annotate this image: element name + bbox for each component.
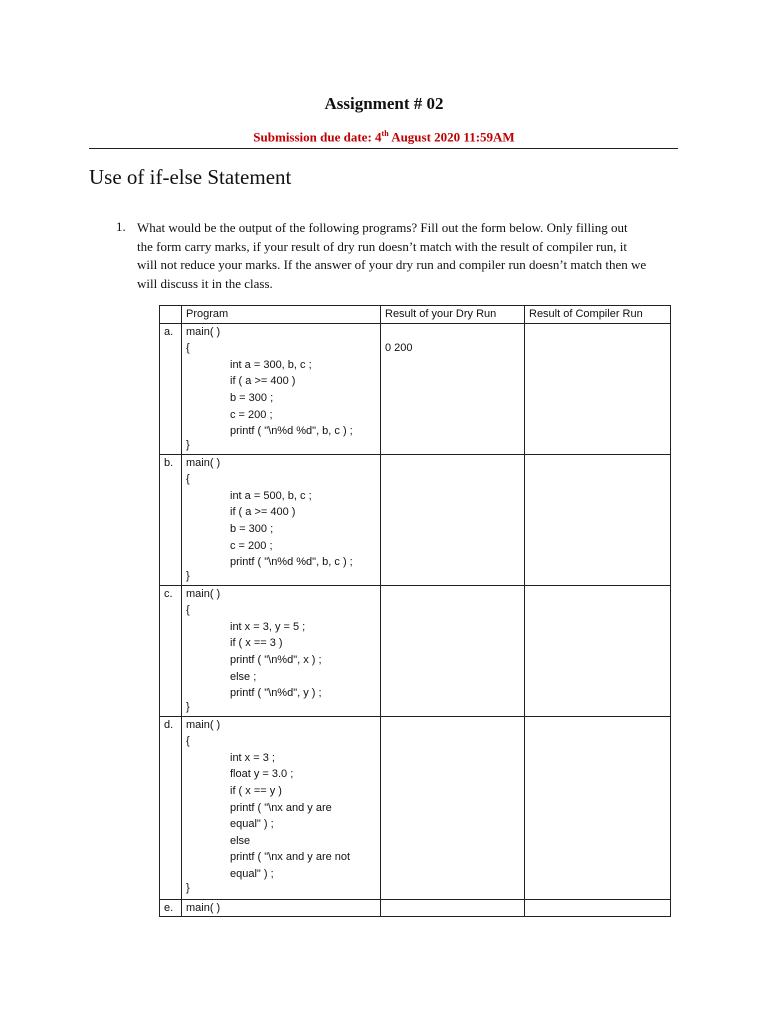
code-line: else ;: [230, 670, 257, 683]
table-row: [160, 323, 671, 454]
header-label-cell: [160, 306, 182, 324]
compiler-run-answer-cell[interactable]: [525, 899, 671, 917]
answer-form-table: [159, 305, 671, 917]
dry-run-answer-cell[interactable]: [381, 899, 525, 917]
code-line: float y = 3.0 ;: [230, 768, 294, 781]
code-line: main( ): [186, 325, 221, 338]
header-program: Program: [182, 306, 381, 324]
question-text: [137, 219, 682, 293]
row-label: d.: [160, 716, 182, 899]
code-line: if ( a >= 400 ): [230, 375, 296, 388]
code-line: {: [186, 735, 190, 748]
code-line: if ( x == y ): [230, 784, 282, 797]
assignment-title: Assignment # 02: [324, 94, 444, 113]
due-superscript: th: [381, 129, 389, 138]
compiler-run-answer-cell[interactable]: [525, 323, 671, 454]
dry-run-answer-cell[interactable]: [381, 585, 525, 716]
due-suffix: August 2020 11:59AM: [388, 129, 515, 145]
header-rule: [89, 148, 678, 149]
compiler-run-answer-cell[interactable]: [525, 716, 671, 899]
code-line: int x = 3, y = 5 ;: [230, 620, 306, 633]
program-code-cell: [182, 323, 381, 454]
code-line: printf ( "\n%d", y ) ;: [230, 687, 322, 700]
code-line: c = 200 ;: [230, 539, 273, 552]
code-line: }: [186, 569, 190, 582]
code-line: printf ( "\nx and y are not: [230, 851, 351, 864]
code-line: }: [186, 881, 190, 894]
code-line: main( ): [186, 901, 221, 914]
due-prefix: Submission due date: 4: [253, 129, 382, 145]
section-heading: Use of if-else Statement: [89, 165, 292, 189]
question-number: 1.: [116, 219, 126, 234]
code-line: printf ( "\n%d", x ) ;: [230, 653, 322, 666]
code-line: b = 300 ;: [230, 391, 274, 404]
compiler-run-answer-cell[interactable]: [525, 454, 671, 585]
code-line: main( ): [186, 456, 221, 469]
question-line: What would be the output of the following programs? Fill out the form below. Only filling out: [137, 220, 628, 235]
header-dry-run: Result of your Dry Run: [381, 306, 525, 324]
question-line: the form carry marks, if your result of dry run doesn’t match with the result of compiler run, it: [137, 238, 628, 254]
dry-run-answer: 0 200: [385, 341, 413, 354]
row-label: b.: [160, 454, 182, 585]
code-line: printf ( "\n%d %d", b, c ) ;: [230, 556, 353, 569]
row-label: a.: [160, 323, 182, 454]
header-compiler-run: Result of Compiler Run: [525, 306, 671, 324]
code-line: if ( a >= 400 ): [230, 506, 296, 519]
submission-due-date: [0, 129, 768, 145]
program-code-cell: [182, 899, 381, 917]
table-row: [160, 454, 671, 585]
program-code-cell: [182, 716, 381, 899]
code-line: printf ( "\nx and y are: [230, 801, 332, 814]
row-label: c.: [160, 585, 182, 716]
question-line: will discuss it in the class.: [137, 275, 273, 291]
code-line: if ( x == 3 ): [230, 637, 283, 650]
code-line: }: [186, 438, 190, 451]
answer-form-body: [160, 306, 671, 917]
program-code-cell: [182, 585, 381, 716]
code-line: equal" ) ;: [230, 867, 274, 880]
program-code-cell: [182, 454, 381, 585]
code-line: int x = 3 ;: [230, 751, 275, 764]
code-line: int a = 300, b, c ;: [230, 358, 312, 371]
code-line: {: [186, 473, 190, 486]
table-row: [160, 585, 671, 716]
compiler-run-answer-cell[interactable]: [525, 585, 671, 716]
code-line: else: [230, 834, 251, 847]
code-line: c = 200 ;: [230, 408, 273, 421]
dry-run-answer-cell[interactable]: [381, 323, 525, 454]
row-label: e.: [160, 899, 182, 917]
code-line: printf ( "\n%d %d", b, c ) ;: [230, 425, 353, 438]
code-line: {: [186, 604, 190, 617]
code-line: main( ): [186, 587, 221, 600]
table-header-row: [160, 306, 671, 324]
table-row: [160, 716, 671, 899]
code-line: int a = 500, b, c ;: [230, 489, 312, 502]
code-line: main( ): [186, 718, 221, 731]
code-line: }: [186, 700, 190, 713]
dry-run-answer-cell[interactable]: [381, 454, 525, 585]
question-line: will not reduce your marks. If the answer of your dry run and compiler run doesn’t match then we: [137, 257, 647, 272]
code-line: b = 300 ;: [230, 522, 274, 535]
code-line: {: [186, 342, 190, 355]
dry-run-answer-cell[interactable]: [381, 716, 525, 899]
table-row: [160, 899, 671, 917]
code-line: equal" ) ;: [230, 818, 274, 831]
